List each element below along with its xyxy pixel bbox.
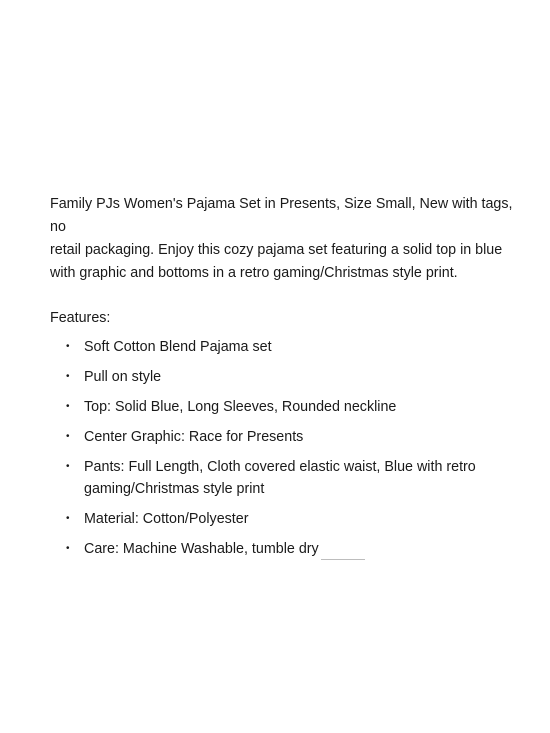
product-description (50, 193, 520, 285)
feature-item (50, 538, 520, 560)
description-line: with graphic and bottoms in a retro gaming/Christmas style print. (50, 265, 458, 281)
feature-text: Center Graphic: Race for Presents (84, 429, 304, 445)
feature-text: Top: Solid Blue, Long Sleeves, Rounded neckline (84, 399, 397, 415)
description-line: retail packaging. Enjoy this cozy pajama set featuring a solid top in blue (50, 242, 503, 258)
bullet-icon: • (66, 543, 70, 554)
feature-text: Soft Cotton Blend Pajama set (84, 339, 272, 355)
description-line: Family PJs Women's Pajama Set in Presents, Size Small, New with tags, no (50, 196, 513, 235)
bullet-icon: • (66, 401, 70, 412)
feature-text: Pants: Full Length, Cloth covered elastic waist, Blue with retro (84, 459, 476, 475)
document-page (50, 193, 520, 568)
feature-text: Care: Machine Washable, tumble dry (84, 541, 319, 557)
feature-text: Pull on style (84, 369, 162, 385)
feature-item (50, 456, 520, 500)
feature-item (50, 366, 520, 388)
bullet-icon: • (66, 513, 70, 524)
feature-item (50, 426, 520, 448)
feature-text: gaming/Christmas style print (84, 481, 265, 497)
bullet-icon: • (66, 431, 70, 442)
feature-text: Material: Cotton/Polyester (84, 511, 249, 527)
feature-item (50, 336, 520, 358)
bullet-icon: • (66, 341, 70, 352)
trailing-underline (321, 559, 365, 560)
bullet-icon: • (66, 461, 70, 472)
bullet-icon: • (66, 371, 70, 382)
features-heading: Features: (50, 310, 111, 326)
feature-item (50, 396, 520, 418)
features-list (50, 336, 520, 560)
feature-item (50, 508, 520, 530)
